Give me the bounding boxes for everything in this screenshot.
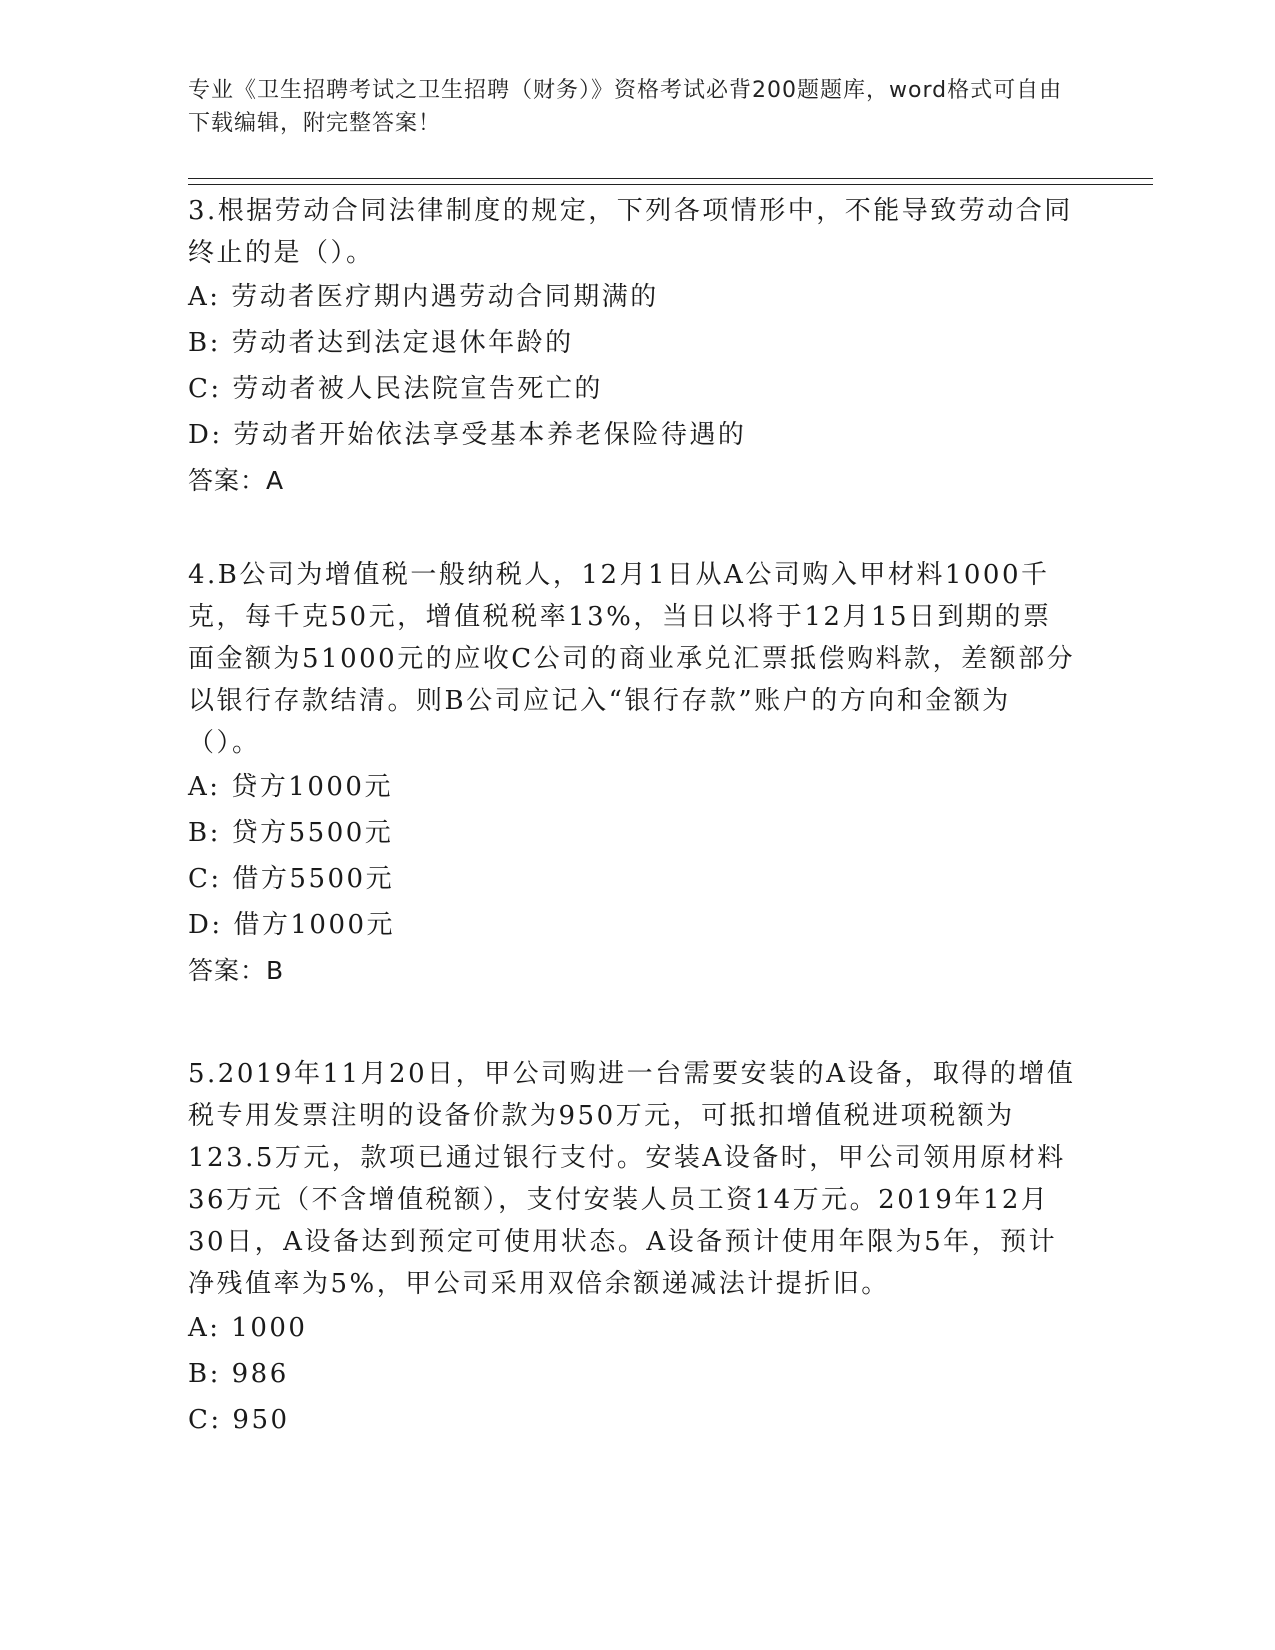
option-b: B: 986 [188, 1359, 289, 1389]
header-divider-bottom [188, 184, 1153, 185]
answer-line: 答案：B [188, 956, 285, 985]
option-c: C: 950 [188, 1405, 290, 1435]
question-stem: 5.2019年11月20日，甲公司购进一台需要安装的A设备，取得的增值税专用发票注明的设备价款为950万元，可抵扣增值税进项税额为123.5万元，款项已通过银行支付。安装A设备时，甲公司领用原材料36万元（不含增值税额），支付安装人员工资14万元。2019年12月30日，A设备达到预定可使用状态。A设备预计使用年限为5年，预计净残值率为5%，甲公司采用双倍余额递减法计提折旧。 [188, 1059, 1076, 1299]
question-5 [188, 1053, 1078, 1443]
option-c: C: 劳动者被人民法院宣告死亡的 [188, 374, 603, 404]
question-4 [188, 554, 1078, 994]
option-b: B: 贷方5500元 [188, 818, 394, 848]
option-b: B: 劳动者达到法定退休年龄的 [188, 328, 574, 358]
option-d: D: 劳动者开始依法享受基本养老保险待遇的 [188, 420, 747, 450]
header-divider-top [188, 178, 1153, 179]
option-a: A: 1000 [188, 1313, 308, 1343]
option-d: D: 借方1000元 [188, 910, 396, 940]
option-c: C: 借方5500元 [188, 864, 395, 894]
question-stem: 3.根据劳动合同法律制度的规定，下列各项情形中，不能导致劳动合同终止的是（）。 [188, 196, 1073, 268]
question-3 [188, 190, 1078, 504]
answer-line: 答案：A [188, 466, 285, 495]
document-header: 专业《卫生招聘考试之卫生招聘（财务）》资格考试必背200题题库，word格式可自由下载编辑，附完整答案！ [188, 78, 1063, 136]
option-a: A: 贷方1000元 [188, 772, 393, 802]
option-a: A: 劳动者医疗期内遇劳动合同期满的 [188, 282, 659, 312]
question-stem: 4.B公司为增值税一般纳税人，12月1日从A公司购入甲材料1000千克，每千克50元，增值税税率13%，当日以将于12月15日到期的票面金额为51000元的应收C公司的商业承兑汇票抵偿购料款，差额部分以银行存款结清。则B公司应记入“银行存款”账户的方向和金额为（）。 [188, 560, 1076, 758]
